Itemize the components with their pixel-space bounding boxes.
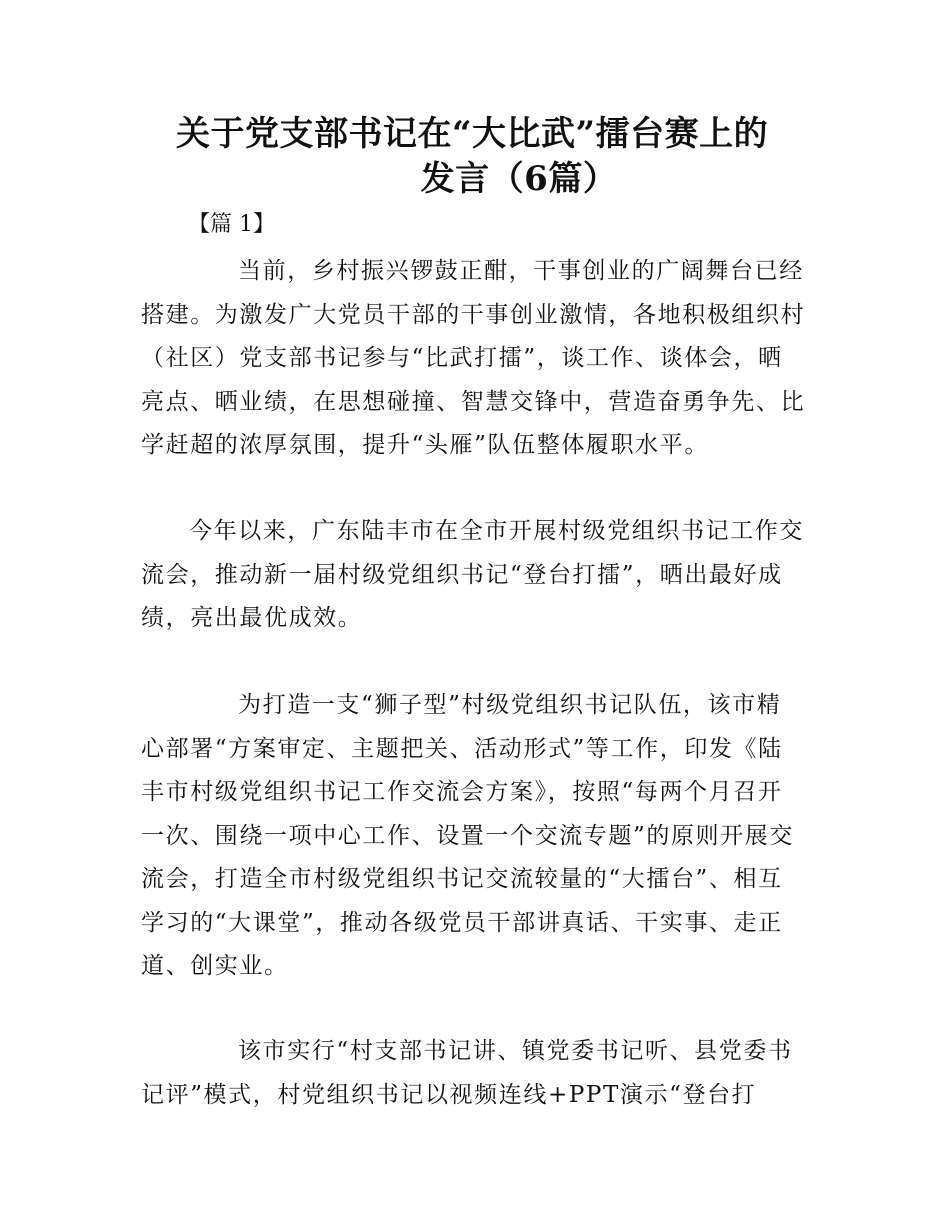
paragraph-line: 学习的“大课堂”，推动各级党员干部讲真话、干实事、走正: [141, 909, 783, 936]
paragraph-line: 该市实行“村支部书记讲、镇党委书记听、县党委书: [238, 1038, 793, 1064]
paragraph-line: 丰市村级党组织书记工作交流会方案》，按照“每两个月召开: [141, 779, 783, 805]
paragraph-line: 为打造一支“狮子型”村级党组织书记队伍，该市精: [238, 692, 782, 718]
paragraph-2: [141, 510, 811, 641]
paragraph-line: 流会，推动新一届村级党组织书记“登台打擂”，晒出最好成: [141, 561, 783, 588]
paragraph-line: 当前，乡村振兴锣鼓正酣，干事创业的广阔舞台已经: [238, 258, 804, 284]
paragraph-line: 搭建。为激发广大党员干部的干事创业激情，各地积极组织村: [141, 301, 806, 328]
paragraph-3: [141, 684, 811, 989]
paragraph-line: 今年以来，广东陆丰市在全市开展村级党组织书记工作交: [189, 518, 804, 544]
document-title-line-1: 关于党支部书记在“大比武”擂台赛上的: [176, 114, 769, 154]
paragraph-line: （社区）党支部书记参与“比武打擂”，谈工作、谈体会，晒: [141, 345, 783, 371]
paragraph-line: 亮点、晒业绩，在思想碰撞、智慧交锋中，营造奋勇争先、比: [141, 388, 806, 415]
paragraph-line: 一次、围绕一项中心工作、设置一个交流专题”的原则开展交: [141, 822, 794, 849]
paragraph-4: [141, 1030, 811, 1117]
paragraph-line: 流会，打造全市村级党组织书记交流较量的“大擂台”、相互: [141, 866, 783, 892]
paragraph-line: 记评”模式，村党组织书记以视频连线+PPT演示“登台打: [141, 1081, 757, 1108]
paragraph-line: 道、创实业。: [141, 953, 289, 979]
paragraph-line: 学赶超的浓厚氛围，提升“头雁”队伍整体履职水平。: [141, 432, 709, 458]
paragraph-1: [141, 250, 811, 468]
section-label: 【篇 1】: [188, 212, 275, 237]
document-title-line-2: 发言（6篇）: [420, 159, 618, 199]
paragraph-line: 心部署“方案审定、主题把关、活动形式”等工作，印发《陆: [141, 735, 783, 762]
paragraph-line: 绩，亮出最优成效。: [141, 605, 363, 631]
